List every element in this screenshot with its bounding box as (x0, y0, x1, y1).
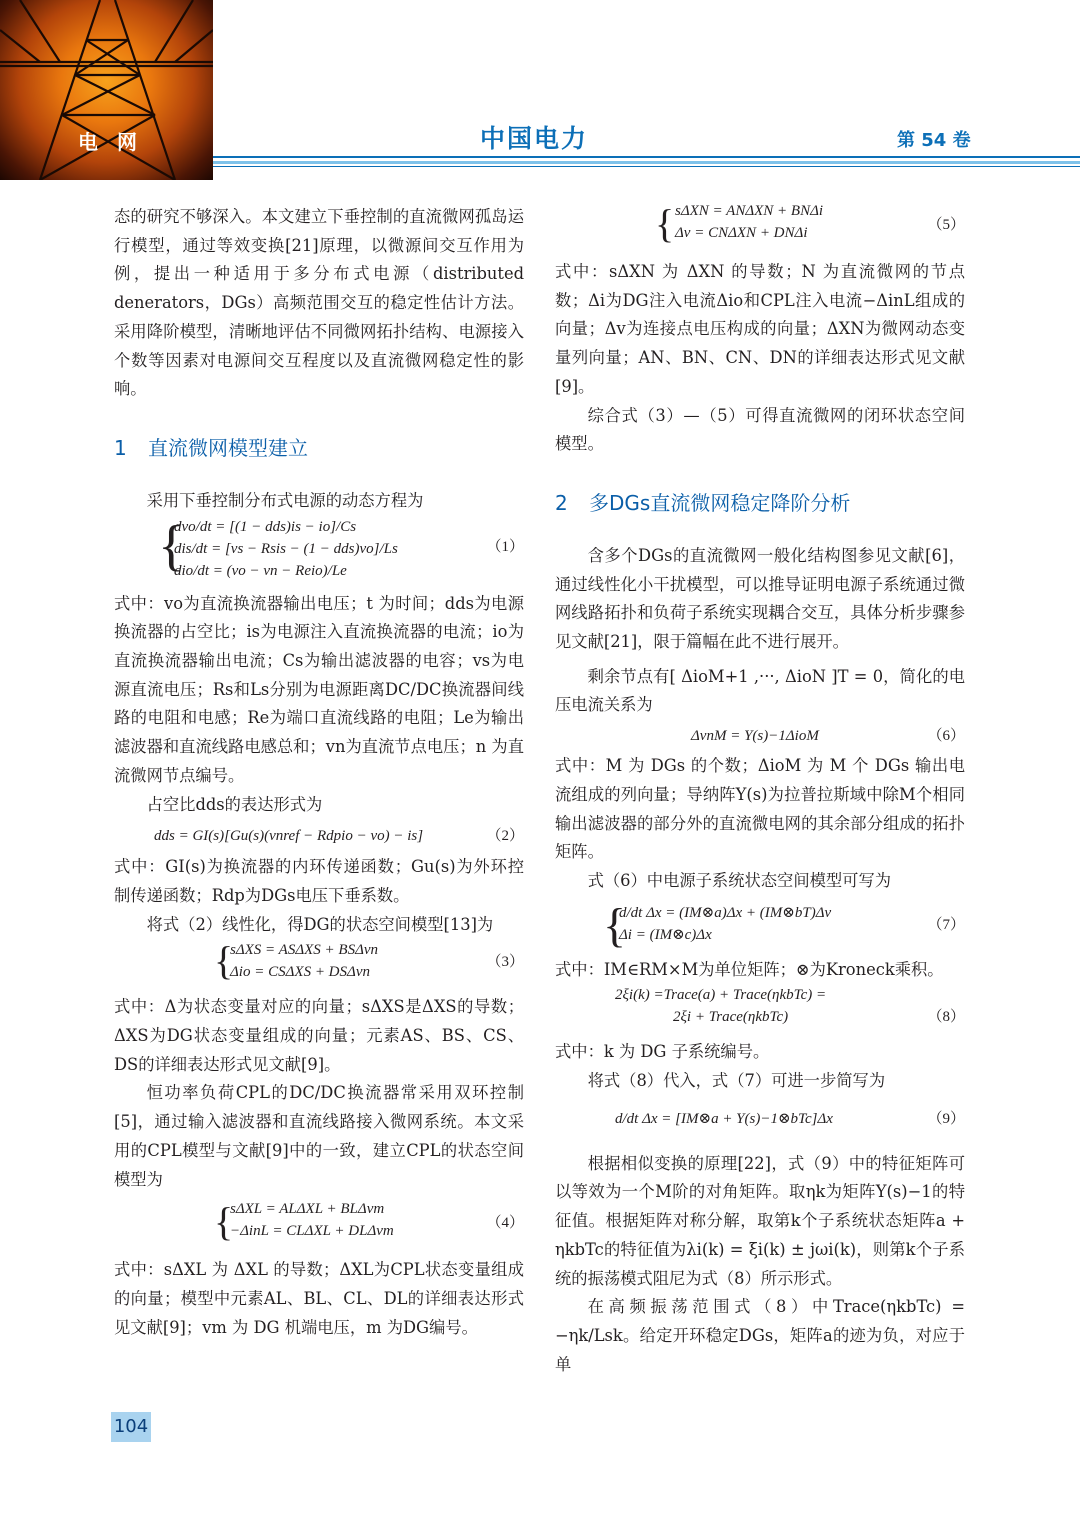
journal-title: 中国电力 (480, 124, 589, 153)
section-heading: 2 多DGs直流微网稳定降阶分析 (555, 490, 851, 515)
paragraph: 将式（2）线性化，得DG的状态空间模型[13]为 (146, 914, 494, 934)
paragraph: 式中：sΔXN 为 ΔXN 的导数；N 为直流微网的节点数；Δi为DG注入电流Δio和CPL注入电流−ΔinL组成的向量；Δv为连接点电压构成的向量；ΔXN为微网动态变量列向量；AN、BN、CN、DN的详细表达形式见文献[9]。 (555, 262, 965, 396)
paragraph: 剩余节点有[ ΔioM+1 ,···, ΔioN ]T = 0，简化的电压电流关系为 (555, 666, 965, 715)
paragraph: 占空比dds的表达形式为 (146, 794, 323, 814)
paragraph: 式中：k 为 DG 子系统编号。 (555, 1042, 770, 1062)
paragraph: 式中：vo为直流换流器输出电压；t 为时间；dds为电源换流器的占空比；is为电源注入直流换流器的电流；io为直流换流器输出电流；Cs为输出滤波器的电容；vs为电源直流电压；Rs和Ls分别为电源距离DC/DC换流器间线路的电阻和电感；Re为端口直流线路的电阻；Le为输出滤波器和直流线路电感总和；vn为直流节点电压；n 为直流微网节点编号。 (114, 593, 524, 785)
paragraph: 根据相似变换的原理[22]，式（9）中的特征矩阵可以等效为一个M阶的对角矩阵。取ηk为矩阵Y(s)−1的特征值。根据矩阵对称分解，取第k个子系统状态矩阵a + ηkbTc的特征值为λi(k) = ξi(k) ± jωi(k)，则第k个子系统的振荡模式阻尼为式（8）所示形式。 (555, 1153, 965, 1288)
paragraph: 在高频振荡范围式（8）中Trace(ηkbTc) = −ηk/Lsk。给定开环稳定DGs，矩阵a的迹为负，对应于单 (555, 1297, 965, 1374)
equation-6: ΔvnM = Y(s)−1ΔioM （6） (691, 728, 965, 745)
equation-1: { dvo/dt = [(1 − dds)is − io]/Cs dis/dt = [vs − Rsis − (1 − dds)vo]/Ls dio/dt = (vo − vn − Reio)/Le （1） (158, 514, 524, 579)
paragraph: 态的研究不够深入。本文建立下垂控制的直流微网孤岛运行模型，通过等效变换[21]原理，以微源间交互作用为例，提出一种适用于多分布式电源（distributed denerators，DGs）高频范围交互的稳定性估计方法。采用降阶模型，清晰地评估不同微网拓扑结构、电源接入个数等因素对电源间交互程度以及直流微网稳定性的影响。 (114, 207, 524, 399)
paragraph: 含多个DGs的直流微网一般化结构图参见文献[6]，通过线性化小干扰模型，可以推导证明电源子系统通过微网线路拓扑和负荷子系统实现耦合交互，具体分析步骤参见文献[21]，限于篇幅在此不进行展开。 (555, 545, 965, 652)
paragraph: 将式（8）代入，式（7）可进一步简写为 (587, 1071, 886, 1091)
equation-9: d/dt Δx = [IM⊗a + Y(s)−1⊗bTc]Δx （9） (615, 1110, 965, 1127)
equation-4: { sΔXL = ALΔXL + BLΔvm −ΔinL = CLΔXL + DLΔvm （4） (214, 1199, 524, 1245)
paragraph: 恒功率负荷CPL的DC/DC换流器常采用双环控制[5]，通过输入滤波器和直流线路接入微网系统。本文采用的CPL模型与文献[9]中的一致，建立CPL的状态空间模型为 (114, 1083, 524, 1189)
paragraph: 采用下垂控制分布式电源的动态方程为 (146, 490, 424, 510)
header-rule (213, 161, 1080, 164)
paragraph: 式中：M 为 DGs 的个数；ΔioM 为 M 个 DGs 输出电流组成的列向量；导纳阵Y(s)为拉普拉斯域中除M个相同输出滤波器的部分外的直流微电网的其余部分组成的拓扑矩阵。 (555, 756, 965, 862)
right-column (555, 200, 965, 1379)
section-label: 电 网 (78, 130, 143, 154)
paragraph: 式中：GI(s)为换流器的内环传递函数；Gu(s)为外环控制传递函数；Rdp为DGs电压下垂系数。 (114, 857, 524, 905)
volume-label: 第 54 卷 (897, 130, 971, 151)
header-rule (213, 166, 1080, 167)
equation-5: { sΔXN = ANΔXN + BNΔi Δv = CNΔXN + DNΔi （5） (655, 201, 965, 246)
equation-8: 2ξi(k) =Trace(a) + Trace(ηkbTc) = 2ξi + Trace(ηkbTc) （8） (615, 987, 965, 1026)
paragraph: 式中：IM∈RM×M为单位矩阵；⊗为Kroneck乘积。 (555, 959, 944, 979)
equation-2: dds = GI(s)[Gu(s)(vnref − Rdpio − vo) − is] （2） (154, 828, 524, 845)
section-heading: 1 直流微网模型建立 (114, 435, 308, 460)
paragraph: 综合式（3）—（5）可得直流微网的闭环状态空间模型。 (555, 405, 965, 454)
paragraph: 式中：Δ为状态变量对应的向量；sΔXS是ΔXS的导数；ΔXS为DG状态变量组成的向量；元素AS、BS、CS、DS的详细表达形式见文献[9]。 (114, 997, 524, 1074)
equation-7: { d/dt Δx = (IM⊗a)Δx + (IM⊗bT)Δv Δi = (IM⊗c)Δx （7） (603, 898, 965, 952)
header-rule (213, 156, 1080, 158)
page-number: 104 (111, 1412, 151, 1442)
paragraph: 式中：sΔXL 为 ΔXL 的导数；ΔXL为CPL状态变量组成的向量；模型中元素AL、BL、CL、DL的详细表达形式见文献[9]；vm 为 DG 机端电压，m 为DG编号。 (114, 1260, 524, 1337)
left-column (114, 203, 524, 1342)
paragraph: 式（6）中电源子系统状态空间模型可写为 (587, 870, 892, 890)
equation-3: { sΔXS = ASΔXS + BSΔvn Δio = CSΔXS + DSΔvn （3） (214, 938, 524, 984)
